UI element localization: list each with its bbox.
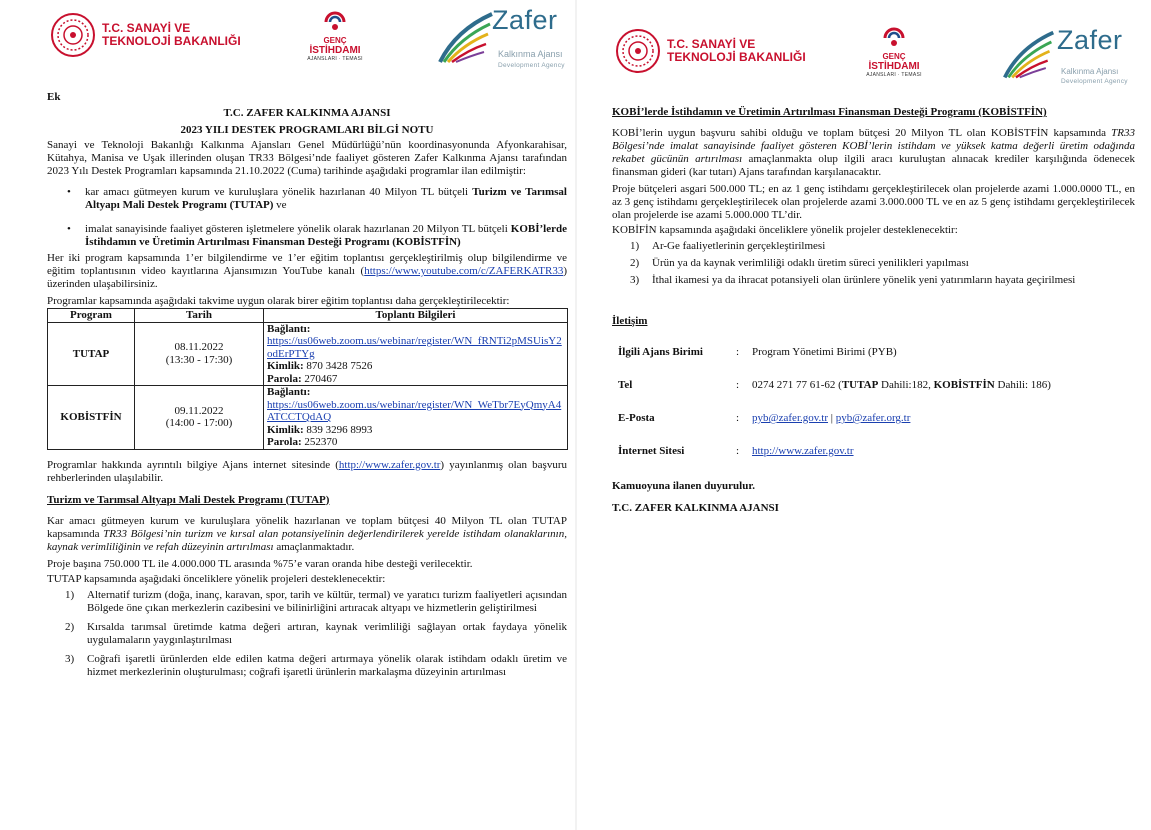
id-label: Kimlik:	[267, 423, 304, 436]
table-row	[48, 386, 568, 450]
tel-number: 0274 271 77 61-62 (	[752, 379, 842, 391]
tutap-p1-italic: TR33 Bölgesi’nin turizm ve kırsal alan potansiyelinin değerlendirilerek yerelde istihdam olanaklarının, kaynak verimliliğinin ve refah düzeyinin artırılması	[47, 527, 567, 553]
item-number: 2)	[630, 257, 640, 269]
contact-colon: :	[736, 445, 740, 457]
ministry-logo	[615, 28, 806, 74]
kobistfin-paragraph-3: KOBİFİN kapsamında aşağıdaki önceliklere yönelik projeler desteklenecektir:	[612, 224, 958, 236]
tutap-paragraph-2: Proje başına 750.000 TL ile 4.000.000 TL arasında %75’e varan oranda hibe desteği verilecektir.	[47, 557, 473, 570]
item-text: Alternatif turizm (doğa, inanç, karavan, spor, tarih ve kültür, termal) ve yaratıcı turizm faaliyetleri açısından Bölgede öne çıkan merkezlerin cazibesini ve bilinirliğini artıracak altyapı ve hizmetlerin geliştirilmesi	[87, 588, 567, 614]
tel-kobistfin: KOBİSTFİN	[933, 379, 995, 391]
contact-colon: :	[736, 379, 740, 391]
kobistfin-p1-text: KOBİ’lerin uygun başvuru sahibi olduğu ve toplam bütçesi 20 Milyon TL olan KOBİSTFİN kapsamında	[612, 127, 1112, 139]
genc-istihdami-logo	[859, 24, 929, 78]
list-item	[630, 257, 1135, 270]
pw-label: Parola:	[267, 372, 302, 385]
program-item-tutap	[85, 186, 567, 212]
ministry-line-2: TEKNOLOJİ BAKANLIĞI	[667, 50, 806, 64]
genc-main-text: İSTİHDAMI	[868, 61, 920, 72]
col-header-program: Program	[48, 309, 135, 323]
meeting-password: 252370	[304, 436, 338, 448]
row-date-time: (14:00 - 17:00)	[165, 417, 233, 430]
ministry-name	[667, 38, 806, 64]
right-page	[577, 0, 1151, 830]
kobistfin-p1-italic: TR33 Bölgesi’nde imalat sanayisinde faaliyet gösteren KOBİ’lerin istihdam ve yüksek katma değerli üretim odağında rekabet gücünün artırılması	[612, 127, 1135, 165]
list-item	[630, 240, 1135, 253]
ministry-line-1: T.C. SANAYİ VE	[667, 37, 756, 51]
kobistfin-p1-end: amaçlanmakta olup ilgili aracı kuruluştan alınacak krediler karşılığında ödenecek finansman gideri (kar tutarı) Ajans tarafından karşılanacaktır.	[612, 153, 1136, 178]
contact-colon: :	[736, 412, 740, 424]
item-number: 3)	[630, 274, 640, 286]
tel-post: Dahili: 186)	[994, 379, 1051, 391]
kobistfin-paragraph-2: Proje bütçeleri asgari 500.000 TL; en az 1 genç istihdamı gerçekleştirilecek olan projelerde azami 1.000.0000 TL, en az 3 genç istihdamı gerçekleştirilecek olan projelerde azami 3.000.000 TL ve en az 5 genç istihdamı gerçekleştirilecek olan projelerde ise azami 5.000.000 TL’dir.	[612, 183, 1135, 221]
ministry-line-1: T.C. SANAYİ VE	[102, 21, 191, 35]
zafer-name: Zafer	[492, 5, 558, 35]
meetings-text: Her iki program kapsamında 1’er bilgilendirme ve 1’er eğitim toplantısı gerçekleştirilmiş olup bilgilendirme ve eğitim toplantısının video kayıtlarına Ajansımızın YouTube kanalı (	[47, 252, 567, 277]
zafer-name: Zafer	[1057, 25, 1123, 55]
tutap-paragraph-3: TUTAP kapsamında aşağıdaki önceliklere yönelik projeleri desteklenecektir:	[47, 572, 386, 585]
item-number: 3)	[65, 652, 75, 665]
col-header-info: Toplantı Bilgileri	[264, 309, 568, 323]
email-link-2[interactable]: pyb@zafer.org.tr	[835, 412, 911, 424]
id-label: Kimlik:	[267, 360, 304, 372]
ministry-seal-icon	[615, 28, 661, 74]
row-date	[135, 386, 264, 450]
tutap-p1-text: Kar amacı gütmeyen kurum ve kuruluşlara yönelik hazırlanan ve toplam bütçesi 40 Milyon TL olan TUTAP kapsamında	[47, 514, 567, 540]
row-date-day: 09.11.2022	[174, 404, 224, 417]
row-date	[135, 322, 264, 386]
contact-label-email: E-Posta	[618, 412, 655, 424]
zoom-link-kobistfin[interactable]: https://us06web.zoom.us/webinar/register/WN_WeTbr7EyQmyA4ATCCTQdAQ	[267, 398, 562, 423]
bullet2-text: imalat sanayisinde faaliyet gösteren işletmelere yönelik olarak hazırlanan 20 Milyon TL bütçeli	[85, 223, 511, 235]
link-label: Bağlantı:	[267, 322, 311, 335]
contact-label-web: İnternet Sitesi	[618, 445, 685, 457]
contact-value-email	[752, 402, 1132, 435]
list-item	[65, 588, 567, 615]
zoom-link-tutap[interactable]: https://us06web.zoom.us/webinar/register/WN_fRNTi2pMSUisY2odErPTYg	[267, 335, 562, 360]
meeting-table	[47, 308, 568, 450]
meeting-id: 870 3428 7526	[306, 360, 373, 372]
list-item	[630, 274, 1135, 287]
zafer-sub-2: Development Agency	[498, 62, 565, 69]
kobistfin-priority-list	[612, 240, 1135, 287]
left-content	[47, 91, 567, 679]
contact-row	[612, 336, 1132, 369]
email-separator: |	[828, 412, 836, 424]
table-row	[48, 322, 568, 386]
doc-title-1: T.C. ZAFER KALKINMA AJANSI	[223, 107, 391, 119]
genc-top-text: GENÇ	[882, 52, 906, 61]
kobistfin-heading: KOBİ’lerde İstihdamın ve Üretimin Artırılması Finansman Desteği Programı (KOBİSTFİN)	[612, 106, 1047, 118]
email-link-1[interactable]: pyb@zafer.gov.tr	[752, 412, 829, 424]
item-text: Ar-Ge faaliyetlerinin gerçekleştirilmesi	[652, 240, 826, 252]
row-date-day: 08.11.2022	[174, 341, 224, 354]
meeting-password: 270467	[304, 372, 338, 385]
kobistfin-paragraph-1	[612, 127, 1135, 179]
program-list	[47, 186, 567, 249]
tutap-p1-end: amaçlanmaktadır.	[273, 540, 355, 553]
item-text: İthal ikamesi ya da ihracat potansiyeli olan ürünlere yönelik yeni yatırımların hayata geçirilmesi	[652, 274, 1076, 286]
contact-row	[612, 435, 1132, 468]
bullet1-text: kar amacı gütmeyen kurum ve kuruluşlara yönelik hazırlanan 40 Milyon TL bütçeli	[85, 186, 473, 198]
row-program: KOBİSTFİN	[48, 386, 135, 450]
link-label: Bağlantı:	[267, 386, 311, 398]
bullet1-bold: Turizm ve Tarımsal Altyapı Mali Destek Programı (TUTAP)	[85, 186, 567, 211]
tutap-paragraph-1	[47, 515, 567, 554]
details-text-end: ) yayınlanmış olan başvuru rehberlerinden ulaşılabilir.	[47, 458, 567, 484]
contact-heading: İletişim	[612, 315, 648, 327]
pw-label: Parola:	[267, 436, 302, 448]
genc-icon	[320, 8, 350, 32]
row-program: TUTAP	[48, 322, 135, 386]
col-header-date: Tarih	[135, 309, 264, 323]
item-text: Coğrafi işaretli ürünlerden elde edilen katma değeri artırmaya yönelik olarak istihdam odaklı üretim ve hizmet merkezlerinin oluşturulması; coğrafi işaretli ürünlerin markalaşma düzeyinin artırılması	[87, 652, 567, 678]
bullet1-post: ve	[273, 199, 287, 211]
tel-mid: Dahili:182,	[878, 379, 934, 391]
genc-top-text: GENÇ	[323, 36, 347, 45]
ministry-logo	[50, 12, 241, 58]
details-paragraph	[47, 459, 567, 485]
zafer-sub-1: Kalkınma Ajansı	[1061, 67, 1119, 76]
list-item	[65, 620, 567, 647]
header-logos	[0, 5, 575, 76]
ministry-name	[102, 22, 241, 48]
meeting-id: 839 3296 8993	[306, 423, 373, 436]
item-text: Ürün ya da kaynak verimliliği odaklı üretim süreci yenilikleri yapılması	[652, 257, 969, 269]
item-text: Kırsalda tarımsal üretimde katma değeri artıran, kaynak verimliliği sağlayan ortak faydaya yönelik uygulamaların yaygınlaştırılması	[87, 620, 567, 646]
right-content	[612, 106, 1135, 515]
zafer-logo	[436, 5, 574, 70]
annex-label: Ek	[47, 91, 61, 103]
schedule-paragraph: Programlar kapsamında aşağıdaki takvime uygun olarak birer eğitim toplantısı daha gerçekleştirilecektir:	[47, 295, 510, 307]
contact-value-web	[752, 435, 1132, 468]
contact-value-tel	[752, 369, 1132, 402]
tutap-heading: Turizm ve Tarımsal Altyapı Mali Destek Programı (TUTAP)	[47, 493, 330, 506]
website-link[interactable]: http://www.zafer.gov.tr	[752, 445, 854, 457]
row-info	[264, 386, 568, 450]
contact-value-unit: Program Yönetimi Birimi (PYB)	[752, 346, 897, 358]
row-date-time: (13:30 - 17:30)	[165, 353, 233, 366]
contact-row	[612, 369, 1132, 402]
list-item	[65, 652, 567, 679]
contact-colon: :	[736, 346, 740, 358]
program-item-kobistfin	[85, 223, 567, 249]
ministry-line-2: TEKNOLOJİ BAKANLIĞI	[102, 34, 241, 48]
ministry-seal-icon	[50, 12, 96, 58]
contact-label-unit: İlgili Ajans Birimi	[618, 346, 703, 358]
zafer-logo	[1001, 25, 1149, 88]
item-number: 1)	[65, 588, 75, 601]
header-logos	[577, 8, 1151, 85]
contact-label-tel: Tel	[618, 379, 633, 391]
zafer-site-link[interactable]: http://www.zafer.gov.tr	[338, 458, 441, 471]
youtube-link[interactable]: https://www.youtube.com/c/ZAFERKATR33	[364, 265, 564, 277]
zafer-swoosh-icon	[436, 10, 496, 66]
left-page	[0, 0, 575, 830]
row-info	[264, 322, 568, 386]
tel-tutap: TUTAP	[841, 379, 879, 391]
table-header-row	[48, 309, 568, 323]
tutap-priority-list	[47, 589, 567, 679]
contact-table	[612, 336, 1132, 468]
genc-icon	[879, 24, 909, 48]
intro-paragraph: Sanayi ve Teknoloji Bakanlığı Kalkınma Ajansları Genel Müdürlüğü’nün koordinasyonunda Afyonkarahisar, Kütahya, Manisa ve Uşak illerinden oluşan TR33 Bölgesi’nde faaliyet gösteren Zafer Kalkınma Ajansı tarafından 2023 Yılı Destek Programları kapsamında 21.10.2022 (Cuma) tarihinde aşağıdaki programlar ilan edilmiştir:	[47, 139, 567, 177]
zafer-sub-2: Development Agency	[1061, 78, 1128, 85]
doc-title-2: 2023 YILI DESTEK PROGRAMLARI BİLGİ NOTU	[180, 124, 434, 136]
meetings-text-end: ) üzerinden ulaşabilirsiniz.	[47, 265, 567, 290]
meetings-paragraph	[47, 252, 567, 291]
bullet2-bold: KOBİ’lerde İstihdamın ve Üretimin Artırılması Finansman Desteği Programı (KOBİSTFİN)	[85, 223, 567, 248]
details-text: Programlar hakkında ayrıntılı bilgiye Ajans internet sitesinde (	[47, 458, 339, 471]
genc-istihdami-logo	[300, 8, 370, 62]
closing-signature: T.C. ZAFER KALKINMA AJANSI	[612, 502, 779, 514]
item-number: 2)	[65, 620, 75, 633]
genc-sub-text: AJANSLARI · TEMASI	[307, 56, 363, 62]
zafer-sub-1: Kalkınma Ajansı	[498, 49, 563, 59]
closing-announcement: Kamuoyuna ilanen duyurulur.	[612, 480, 755, 492]
zafer-swoosh-icon	[1001, 28, 1057, 82]
genc-sub-text: AJANSLARI · TEMASI	[866, 72, 922, 78]
item-number: 1)	[630, 240, 640, 252]
genc-main-text: İSTİHDAMI	[309, 45, 361, 56]
contact-row	[612, 402, 1132, 435]
